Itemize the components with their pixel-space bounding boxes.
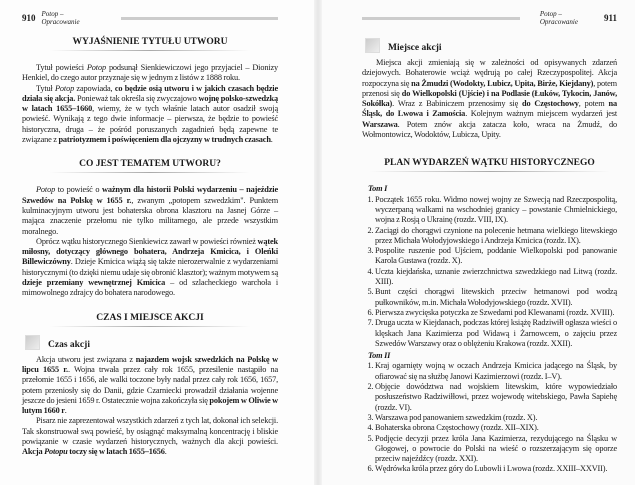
paragraph: Miejsca akcji zmieniają się w zależności od opisywanych zdarzeń dziejowych. Bohaterowie wciąż wędrują po całej Rzeczypospolitej. Akcja rozpoczyna się na Żmudzi (Wodokty, Lubicz, Upita, Birże, Kiejdany), potem przenosi się do Wielkopolski (Ujście) i na Podlasie (Łuków, Tykocin, Janów, Sokółka). Wraz z Babiniczem przenosimy się do Częstochowy, potem na Śląsk, do Lwowa i Zamościa. Kolejnym ważnym miejscem wydarzeń jest Warszawa. Potem znów akcja zatacza koło, wraca na Żmudź, do Wołmontowicz, Wodoktów, Lubicza, Upity. [362,58,617,140]
paragraph: Akcja utworu jest związana z najazdem wojsk szwedzkich na Polskę w lipcu 1655 r.. Wojna trwała przez cały rok 1655, przesilenie nastąpiło na przełomie 1655 i 1656, ale walki toczone były nadal przez cały rok 1656, 1657, potem przeniosły się do Danii, gdzie Czarniecki prowadził działania wojenne jeszcze do jesieni 1659 r. Ostatecznie wojna zakończyła się pokojem w Oliwie w lutym 1660 r. [22,354,278,416]
event-item: 3. Pospolite ruszenie pod Ujściem, poddanie Wielkopolski pod panowanie Karola Gustawa (rozdz. X). [375,246,617,267]
event-item: 4. Uczta kiejdańska, uznanie zwierzchnictwa szwedzkiego nad Litwą (rozdz. XIII). [375,267,617,288]
running-title: Potop – Opracowanie [41,10,80,26]
event-item: 5. Bunt części chorągwi litewskich przeciw hetmanowi pod wodzą pułkowników, m.in. Michała Wołodyjowskiego (rozdz. XVII). [375,287,617,308]
paragraph: Oprócz wątku historycznego Sienkiewicz zawarł w powieści również wątek miłosny, dotyczący głównego bohatera, Andrzeja Kmicica, i Oleńki Billewiczówny. Dzieje Kmicica wiążą się także nierozerwalnie z wydarzeniami historycznymi (to dzięki niemu udaje się obronić klasztor); ważnym motywem są dzieje przemiany wewnętrznej Kmicica – od szlacheckiego warchoła i mimowolnego zdrajcy do bohatera narodowego. [22,236,278,298]
event-item: 1. Początek 1655 roku. Widmo nowej wojny ze Szwecją nad Rzeczpospolitą, wyczerpaną walkami na wschodniej granicy – powstanie Chmielnickiego, wojna z Rosją o Ukrainę (rozdz. VIII, IX). [375,195,617,226]
event-item: 1. Kraj ogarnięty wojną w oczach Andrzeja Kmicica jadącego na Śląsk, by ofiarować się na służbę Janowi Kazimierzowi (rozdz. I–V). [375,361,617,382]
square-bullet-icon [365,38,380,53]
section-body [22,185,278,298]
event-item: 7. Druga uczta w Kiejdanach, podczas której książę Radziwiłł ogłasza wieści o klęskach Jana Kazimierza pod Widawą i Żarnowcem, o zajęciu przez Szwedów Warszawy oraz o oblężeniu Krakowa (rozdz. XXII). [375,318,617,349]
right-page [322,0,635,485]
subheading: Czas akcji [25,335,278,350]
event-item: 2. Zaciągi do chorągwi czynione na polecenie hetmana wielkiego litewskiego przez Michała Wołodyjowskiego i Andrzeja Kmicica (rozdz. IX). [375,226,617,247]
paragraph: Potop to powieść o ważnym dla historii Polski wydarzeniu – najeździe Szwedów na Polskę w 1655 r., zwanym „potopem szwedzkim". Punktem kulminacyjnym utworu jest bohaterska obrona klasztoru na Jasnej Górze – mająca znaczenie przełomu nie tylko militarnego, ale przede wszystkim moralnego. [22,185,278,236]
paragraph: Tytuł Potop zapowiada, co będzie osią utworu i w jakich czasach będzie działa się akcja. Ponieważ tak określa się zwyczajowo wojnę polsko-szwedzką w latach 1655–1660, wiemy, że w tych właśnie latach autor osadził swoją powieść. Wynikają z tego dwie informacje – pierwsza, że będzie to powieść historyczna, druga – że pośród poruszanych zagadnień będą zapewne te związane z patriotyzmem i poświęceniem dla ojczyzny w trudnych czasach. [22,83,278,145]
page-number: 910 [22,13,36,23]
event-plan [362,184,617,474]
event-item: 3. Warszawa pod panowaniem szwedzkim (rozdz. X). [375,413,617,423]
section-body [22,355,278,458]
volume-label: Tom I [368,184,388,194]
left-page [0,0,314,485]
event-item: 6. Wędrówka króla przez góry do Lubowli i Lwowa (rozdz. XXIII–XXVII). [375,464,617,474]
section-heading: CZAS I MIEJSCE AKCJI [50,313,250,327]
section-heading: PLAN WYDARZEŃ WĄTKU HISTORYCZNEGO [370,158,610,172]
event-item: 6. Pierwsza zwycięska potyczka ze Szwedami pod Klewanami (rozdz. XVIII). [375,308,617,318]
event-item: 2. Objęcie dowództwa nad wojskiem litewskim, które wypowiedziało posłuszeństwo Radziwiłłowi, przez wojewodę witebskiego, Pawła Sapiehę (rozdz. VI). [375,382,617,413]
page-header [362,12,617,24]
square-bullet-icon [25,335,40,350]
subheading: Miejsce akcji [365,38,617,53]
event-list [362,361,617,474]
book-gutter [314,0,322,485]
event-item: 5. Podjęcie decyzji przez króla Jana Kazimierza, rezydującego na Śląsku w Głogowej, o powrocie do Polski na wieść o rozszerzającym się oporze przeciw najeźdźcy (rozdz. XXI). [375,434,617,465]
page-number: 911 [603,13,617,23]
paragraph: Tytuł powieści Potop podsunął Sienkiewiczowi jego przyjaciel – Dionizy Henkiel, do czego autor przyznaje się w jednym z listów z 1888 roku. [22,63,279,83]
event-item: 4. Bohaterska obrona Częstochowy (rozdz. XII–XIX). [375,423,617,433]
paragraph: Pisarz nie zaprezentował wszystkich zdarzeń z tych lat, dokonał ich selekcji. Tak skonstruował swą powieść, by osiągnąć maksymalną koncentrację i bliskie powiązanie w czasie wydarzeń historycznych, ważnych dla akcji powieści. Akcja Potopu toczy się w latach 1655–1656. [22,416,278,457]
section-heading: WYJAŚNIENIE TYTUŁU UTWORU [50,37,250,51]
section-body [22,63,278,145]
header-rule [121,17,278,20]
page-header [22,12,278,24]
section-heading: CO JEST TEMATEM UTWORU? [50,159,250,173]
section-body [362,58,617,140]
volume-label: Tom II [368,351,391,361]
event-list [362,195,617,349]
running-title: Potop – Opracowanie [539,10,578,26]
header-rule [362,17,520,20]
